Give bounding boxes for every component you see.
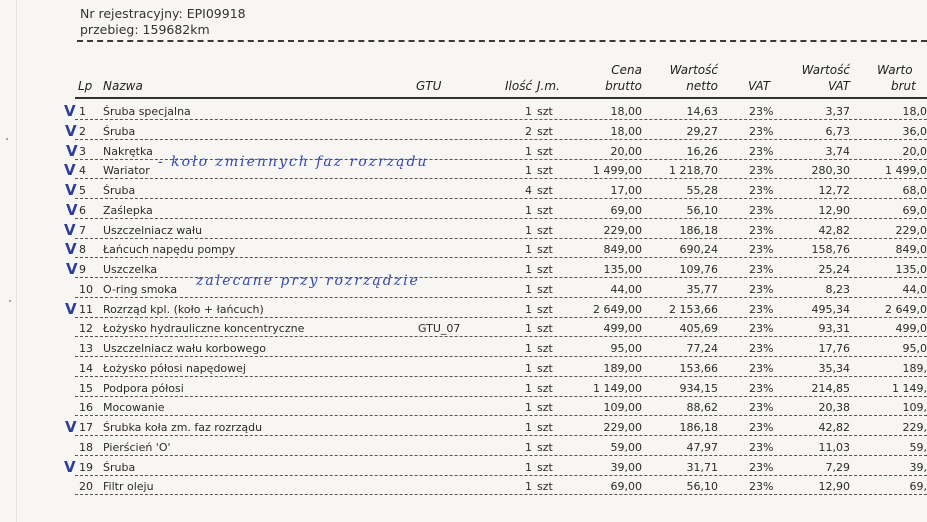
- cell-lp: 3: [79, 144, 86, 158]
- cell-vat-value: 158,76: [811, 243, 850, 257]
- cell-value-net: 47,97: [686, 440, 718, 454]
- cell-qty: 1: [525, 480, 532, 494]
- cell-qty: 1: [525, 302, 532, 316]
- cell-vat-value: 42,82: [818, 421, 850, 434]
- cell-value-gross: 1 499,0: [885, 164, 927, 178]
- cell-unit: szt: [537, 105, 553, 118]
- cell-name: Podpora półosi: [103, 381, 184, 395]
- cell-unit: szt: [537, 282, 553, 296]
- cell-qty: 1: [525, 223, 532, 237]
- col-value-net-line2: netto: [686, 79, 718, 93]
- table-row: [75, 435, 927, 456]
- cell-vat-value: 6,73: [825, 124, 850, 138]
- cell-lp: 6: [79, 203, 86, 217]
- cell-lp: 17: [79, 421, 93, 434]
- cell-name: Śrubka koła zm. faz rozrządu: [103, 421, 263, 434]
- handwritten-note: zalecane przy rozrządzie: [196, 272, 420, 289]
- cell-price-gross: 20,00: [610, 144, 642, 158]
- cell-lp: 14: [79, 361, 93, 375]
- cell-price-gross: 109,00: [603, 401, 642, 415]
- cell-name: Śruba: [103, 124, 136, 138]
- cell-price-gross: 849,00: [603, 243, 642, 257]
- cell-name: Łożysko hydrauliczne koncentryczne: [103, 322, 305, 336]
- cell-vat: 23%: [749, 460, 774, 474]
- cell-value-gross: 69,0: [902, 203, 927, 217]
- cell-value-gross: 229,0: [895, 223, 927, 237]
- cell-gtu: GTU_07: [418, 322, 461, 336]
- cell-name: Śruba specjalna: [103, 105, 191, 118]
- col-vat-value-line1: Wartość: [801, 63, 850, 77]
- cell-value-net: 56,10: [686, 203, 718, 217]
- col-vat-value-line2: VAT: [827, 79, 850, 93]
- cell-unit: szt: [537, 342, 553, 355]
- cell-value-net: 31,71: [686, 460, 718, 474]
- cell-price-gross: 69,00: [610, 480, 642, 494]
- col-price-gross-line1: Cena: [611, 63, 642, 77]
- cell-lp: 1: [79, 105, 86, 118]
- cell-vat-value: 12,90: [818, 203, 850, 217]
- col-value-net: [648, 62, 718, 94]
- table-row: [75, 297, 927, 318]
- cell-unit: szt: [537, 381, 553, 395]
- table-row: [75, 376, 927, 397]
- cell-vat: 23%: [749, 223, 774, 237]
- cell-name: Śruba: [103, 460, 136, 474]
- cell-vat: 23%: [749, 342, 774, 355]
- cell-vat-value: 12,90: [818, 480, 850, 494]
- cell-price-gross: 17,00: [610, 184, 642, 197]
- col-value-gross-line1: Warto: [877, 63, 913, 77]
- checkmark-icon: V: [65, 240, 77, 259]
- cell-name: Uszczelka: [103, 263, 158, 276]
- cell-qty: 4: [525, 184, 532, 197]
- cell-name: Filtr oleju: [103, 480, 154, 494]
- cell-value-net: 186,18: [679, 223, 718, 237]
- table-row: [75, 237, 927, 258]
- table-row: [75, 178, 927, 199]
- cell-value-gross: 20,0: [902, 144, 927, 158]
- cell-price-gross: 1 149,00: [593, 381, 642, 395]
- cell-vat: 23%: [749, 361, 774, 375]
- cell-vat-value: 8,23: [825, 282, 850, 296]
- cell-value-gross: 499,0: [895, 322, 927, 336]
- cell-vat: 23%: [749, 302, 774, 316]
- checkmark-icon: V: [64, 220, 76, 239]
- cell-price-gross: 59,00: [610, 440, 642, 454]
- paper-speck: [6, 138, 8, 140]
- cell-unit: szt: [537, 243, 553, 257]
- cell-unit: szt: [537, 361, 553, 375]
- cell-lp: 11: [79, 302, 93, 316]
- cell-qty: 1: [525, 203, 532, 217]
- cell-unit: szt: [537, 460, 553, 474]
- cell-value-gross: 109,: [902, 401, 927, 415]
- cell-vat: 23%: [749, 203, 774, 217]
- cell-price-gross: 189,00: [603, 361, 642, 375]
- cell-value-net: 934,15: [679, 381, 718, 395]
- cell-unit: szt: [537, 184, 553, 197]
- cell-price-gross: 39,00: [610, 460, 642, 474]
- col-price-gross: [582, 62, 642, 94]
- cell-qty: 1: [525, 361, 532, 375]
- cell-unit: szt: [537, 322, 553, 336]
- cell-lp: 8: [79, 243, 86, 257]
- cell-vat-value: 214,85: [811, 381, 850, 395]
- cell-value-gross: 36,0: [902, 124, 927, 138]
- cell-vat-value: 42,82: [818, 223, 850, 237]
- registration-number: Nr rejestracyjny: EPI09918: [80, 6, 246, 21]
- paper-edge: [16, 0, 17, 522]
- cell-vat-value: 20,38: [818, 401, 850, 415]
- cell-vat: 23%: [749, 480, 774, 494]
- cell-value-net: 186,18: [679, 421, 718, 434]
- cell-value-net: 77,24: [686, 342, 718, 355]
- cell-vat-value: 93,31: [818, 322, 850, 336]
- cell-unit: szt: [537, 164, 553, 178]
- col-price-gross-line2: brutto: [605, 79, 642, 93]
- cell-qty: 1: [525, 322, 532, 336]
- cell-qty: 1: [525, 105, 532, 118]
- table-row: [75, 336, 927, 357]
- cell-value-gross: 44,0: [902, 282, 927, 296]
- cell-unit: szt: [537, 124, 553, 138]
- cell-value-net: 35,77: [686, 282, 718, 296]
- cell-value-net: 153,66: [679, 361, 718, 375]
- cell-vat-value: 7,29: [825, 460, 850, 474]
- col-lp: Lp: [78, 79, 93, 93]
- cell-value-net: 88,62: [686, 401, 718, 415]
- cell-vat-value: 25,24: [818, 263, 850, 276]
- cell-value-gross: 1 149,: [892, 381, 927, 395]
- cell-vat-value: 11,03: [818, 440, 850, 454]
- paper-speck: [9, 300, 11, 302]
- cell-vat-value: 12,72: [818, 184, 850, 197]
- table-row: [75, 395, 927, 416]
- table-row: [75, 415, 927, 436]
- table-row: [75, 316, 927, 337]
- cell-name: Łańcuch napędu pompy: [103, 243, 236, 257]
- cell-vat: 23%: [749, 322, 774, 336]
- cell-qty: 1: [525, 243, 532, 257]
- cell-price-gross: 2 649,00: [593, 302, 642, 316]
- cell-unit: szt: [537, 144, 553, 158]
- cell-lp: 9: [79, 263, 86, 276]
- cell-vat: 23%: [749, 282, 774, 296]
- cell-qty: 1: [525, 342, 532, 355]
- cell-value-net: 14,63: [686, 105, 718, 118]
- cell-value-gross: 69,: [909, 480, 927, 494]
- cell-vat: 23%: [749, 124, 774, 138]
- cell-qty: 1: [525, 381, 532, 395]
- cell-lp: 18: [79, 440, 93, 454]
- cell-value-gross: 39,: [909, 460, 927, 474]
- checkmark-icon: V: [64, 102, 76, 120]
- cell-price-gross: 229,00: [603, 421, 642, 434]
- cell-lp: 10: [79, 282, 93, 296]
- col-value-net-line1: Wartość: [669, 63, 718, 77]
- cell-vat-value: 17,76: [818, 342, 850, 355]
- cell-value-gross: 68,0: [902, 184, 927, 197]
- table-row: [75, 119, 927, 140]
- cell-qty: 1: [525, 421, 532, 434]
- cell-name: O-ring smoka: [103, 282, 178, 296]
- cell-lp: 13: [79, 342, 93, 355]
- mileage: przebieg: 159682km: [80, 22, 210, 37]
- cell-unit: szt: [537, 440, 553, 454]
- table-row: [75, 455, 927, 476]
- cell-vat: 23%: [749, 421, 774, 434]
- cell-qty: 1: [525, 144, 532, 158]
- cell-lp: 20: [79, 480, 93, 494]
- cell-name: Łożysko półosi napędowej: [103, 361, 246, 375]
- col-name: Nazwa: [103, 79, 143, 93]
- table-row: [75, 474, 927, 495]
- cell-qty: 1: [525, 164, 532, 178]
- cell-value-net: 16,26: [686, 144, 718, 158]
- cell-vat: 23%: [749, 164, 774, 178]
- col-value-gross-line2: brut: [891, 79, 916, 93]
- cell-name: Uszczelniacz wału korbowego: [103, 342, 267, 355]
- cell-price-gross: 18,00: [610, 105, 642, 118]
- cell-value-net: 55,28: [686, 184, 718, 197]
- cell-price-gross: 69,00: [610, 203, 642, 217]
- checkmark-icon: V: [65, 299, 77, 318]
- cell-name: Zaślepka: [103, 203, 153, 217]
- cell-value-gross: 2 649,0: [885, 302, 927, 316]
- checkmark-icon: V: [66, 200, 78, 219]
- col-gtu: GTU: [416, 79, 442, 93]
- cell-unit: szt: [537, 223, 553, 237]
- table-row: [75, 99, 927, 120]
- col-value-gross: [877, 62, 916, 94]
- cell-price-gross: 95,00: [610, 342, 642, 355]
- cell-unit: szt: [537, 263, 553, 276]
- cell-value-net: 109,76: [679, 263, 718, 276]
- cell-name: Pierścień 'O': [103, 440, 171, 454]
- table-row: [75, 356, 927, 377]
- cell-value-net: 405,69: [679, 322, 718, 336]
- cell-name: Śruba: [103, 184, 136, 197]
- cell-vat: 23%: [749, 440, 774, 454]
- cell-unit: szt: [537, 480, 553, 494]
- cell-value-gross: 849,0: [895, 243, 927, 257]
- cell-value-gross: 18,0: [902, 105, 927, 118]
- col-vat: VAT: [748, 79, 771, 93]
- cell-price-gross: 44,00: [610, 282, 642, 296]
- cell-value-net: 2 153,66: [669, 302, 718, 316]
- cell-vat-value: 35,34: [818, 361, 850, 375]
- cell-vat-value: 3,74: [825, 144, 850, 158]
- cell-name: Nakrętka: [103, 144, 153, 158]
- col-unit: J.m.: [537, 79, 560, 93]
- header-divider: [77, 40, 927, 42]
- cell-value-gross: 59,: [909, 440, 927, 454]
- cell-qty: 1: [525, 401, 532, 415]
- checkmark-icon: V: [66, 141, 78, 160]
- cell-lp: 16: [79, 401, 93, 415]
- cell-vat-value: 3,37: [825, 105, 850, 118]
- cell-unit: szt: [537, 421, 553, 434]
- vehicle-info: [80, 6, 246, 38]
- cell-value-gross: 189,: [902, 361, 927, 375]
- cell-qty: 1: [525, 460, 532, 474]
- cell-unit: szt: [537, 401, 553, 415]
- cell-price-gross: 135,00: [603, 263, 642, 276]
- cell-price-gross: 18,00: [610, 124, 642, 138]
- cell-lp: 12: [79, 322, 93, 336]
- cell-qty: 1: [525, 263, 532, 276]
- cell-unit: szt: [537, 302, 553, 316]
- col-vat-value: [780, 62, 850, 94]
- cell-name: Mocowanie: [103, 401, 165, 415]
- cell-lp: 4: [79, 164, 86, 178]
- checkmark-icon: V: [65, 418, 77, 436]
- checkmark-icon: V: [64, 457, 76, 476]
- cell-name: Uszczelniacz wału: [103, 223, 203, 237]
- cell-price-gross: 499,00: [603, 322, 642, 336]
- cell-vat: 23%: [749, 263, 774, 276]
- handwritten-note: - koło zmiennych faz rozrządu: [158, 154, 429, 171]
- cell-value-net: 29,27: [686, 124, 718, 138]
- cell-qty: 1: [525, 440, 532, 454]
- cell-lp: 2: [79, 124, 86, 138]
- checkmark-icon: V: [66, 260, 78, 278]
- checkmark-icon: V: [65, 121, 77, 140]
- cell-vat: 23%: [749, 144, 774, 158]
- cell-value-gross: 95,0: [902, 342, 927, 355]
- col-qty: Ilość: [505, 79, 533, 93]
- cell-name: Wariator: [103, 164, 150, 178]
- cell-lp: 19: [79, 460, 93, 474]
- cell-unit: szt: [537, 203, 553, 217]
- cell-vat: 23%: [749, 401, 774, 415]
- cell-lp: 5: [79, 184, 86, 197]
- cell-value-gross: 135,0: [895, 263, 927, 276]
- cell-qty: 1: [525, 282, 532, 296]
- cell-vat: 23%: [749, 381, 774, 395]
- cell-vat: 23%: [749, 184, 774, 197]
- checkmark-icon: V: [64, 161, 76, 180]
- cell-value-net: 56,10: [686, 480, 718, 494]
- cell-vat: 23%: [749, 105, 774, 118]
- cell-vat-value: 495,34: [811, 302, 850, 316]
- cell-lp: 7: [79, 223, 86, 237]
- cell-lp: 15: [79, 381, 93, 395]
- cell-price-gross: 1 499,00: [593, 164, 642, 178]
- cell-vat-value: 280,30: [811, 164, 850, 178]
- cell-value-net: 690,24: [679, 243, 718, 257]
- table-row: [75, 218, 927, 239]
- cell-value-gross: 229,: [902, 421, 927, 434]
- cell-price-gross: 229,00: [603, 223, 642, 237]
- checkmark-icon: V: [65, 181, 77, 199]
- cell-name: Rozrząd kpl. (koło + łańcuch): [103, 302, 264, 316]
- table-row: [75, 198, 927, 219]
- cell-vat: 23%: [749, 243, 774, 257]
- cell-value-net: 1 218,70: [669, 164, 718, 178]
- cell-qty: 2: [525, 124, 532, 138]
